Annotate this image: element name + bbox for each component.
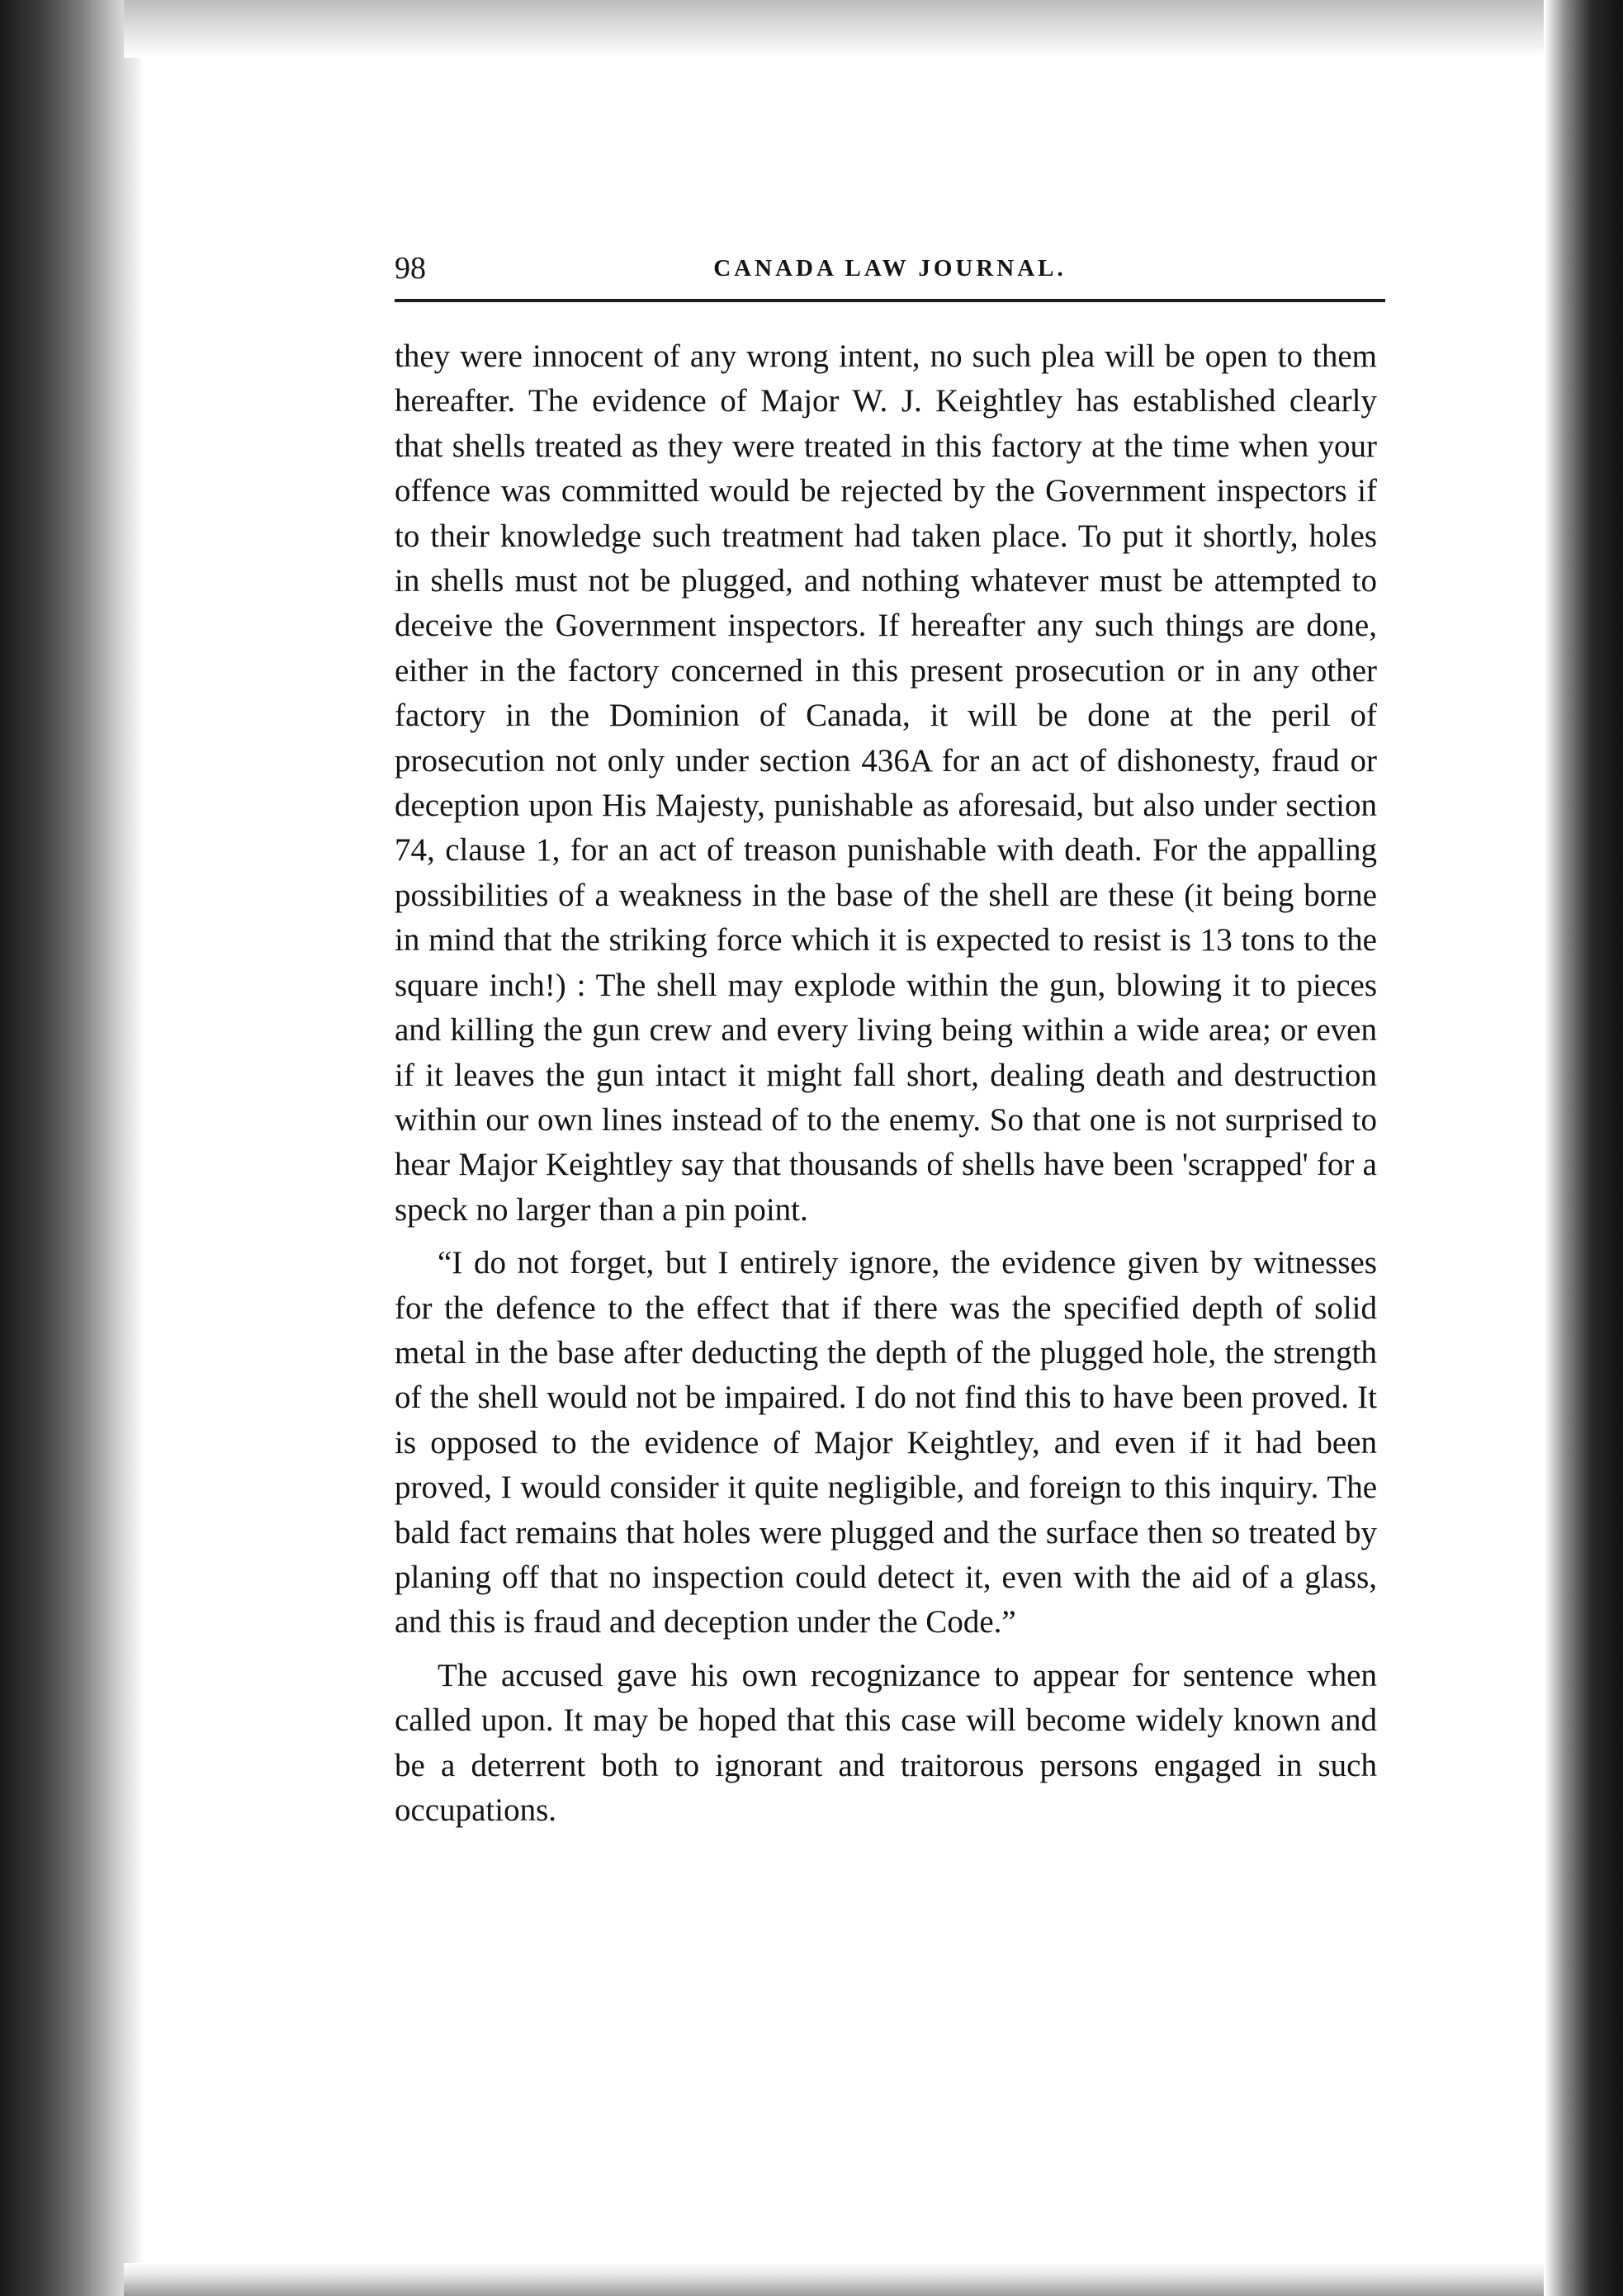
article-body (395, 334, 1377, 1833)
scan-edge-right (1545, 0, 1623, 2296)
header-rule (395, 299, 1385, 302)
paragraph-1: they were innocent of any wrong intent, no such plea will be open to them hereafter. The evidence of Major W. J. Keightley has established clearly that shells treated as they were treated in this factory at the time when your offence was committed would be rejected by the Government inspectors if to their knowledge such treatment had taken place. To put it shortly, holes in shells must not be plugged, and nothing whatever must be attempted to deceive the Government inspectors. If hereafter any such things are done, either in the factory concerned in this present prosecution or in any other factory in the Dominion of Canada, it will be done at the peril of prosecution not only under section 436A for an act of dishonesty, fraud or deception upon His Majesty, punishable as aforesaid, but also under section 74, clause 1, for an act of treason punishable with death. For the appalling possibilities of a weakness in the base of the shell are these (it being borne in mind that the striking force which it is expected to resist is 13 tons to the square inch!) : The shell may explode within the gun, blowing it to pieces and killing the gun crew and every living being within a wide area; or even if it leaves the gun intact it might fall short, dealing death and destruction within our own lines instead of to the enemy. So that one is not surprised to hear Major Keightley say that thousands of shells have been 'scrapped' for a speck no larger than a pin point. (395, 338, 1377, 1228)
page-number: 98 (395, 251, 426, 286)
scan-edge-bottom (124, 2263, 1544, 2296)
scan-edge-top (124, 0, 1544, 58)
journal-title: CANADA LAW JOURNAL. (713, 255, 1067, 282)
running-head (395, 244, 1385, 293)
scan-edge-left (0, 0, 144, 2296)
paragraph-2: “I do not forget, but I entirely ignore, the evidence given by witnesses for the defence to the effect that if there was the specified depth of solid metal in the base after deducting the depth of the plugged hole, the strength of the shell would not be impaired. I do not find this to have been proved. It is opposed to the evidence of Major Keightley, and even if it had been proved, I would consider it quite negligible, and foreign to this inquiry. The bald fact remains that holes were plugged and the surface then so treated by planing off that no inspection could detect it, even with the aid of a glass, and this is fraud and deception under the Code.” (395, 1245, 1377, 1640)
paragraph-3: The accused gave his own recognizance to appear for sentence when called upon. It may be hoped that this case will become widely known and be a deterrent both to ignorant and traitorous persons engaged in such occupations. (395, 1657, 1377, 1828)
